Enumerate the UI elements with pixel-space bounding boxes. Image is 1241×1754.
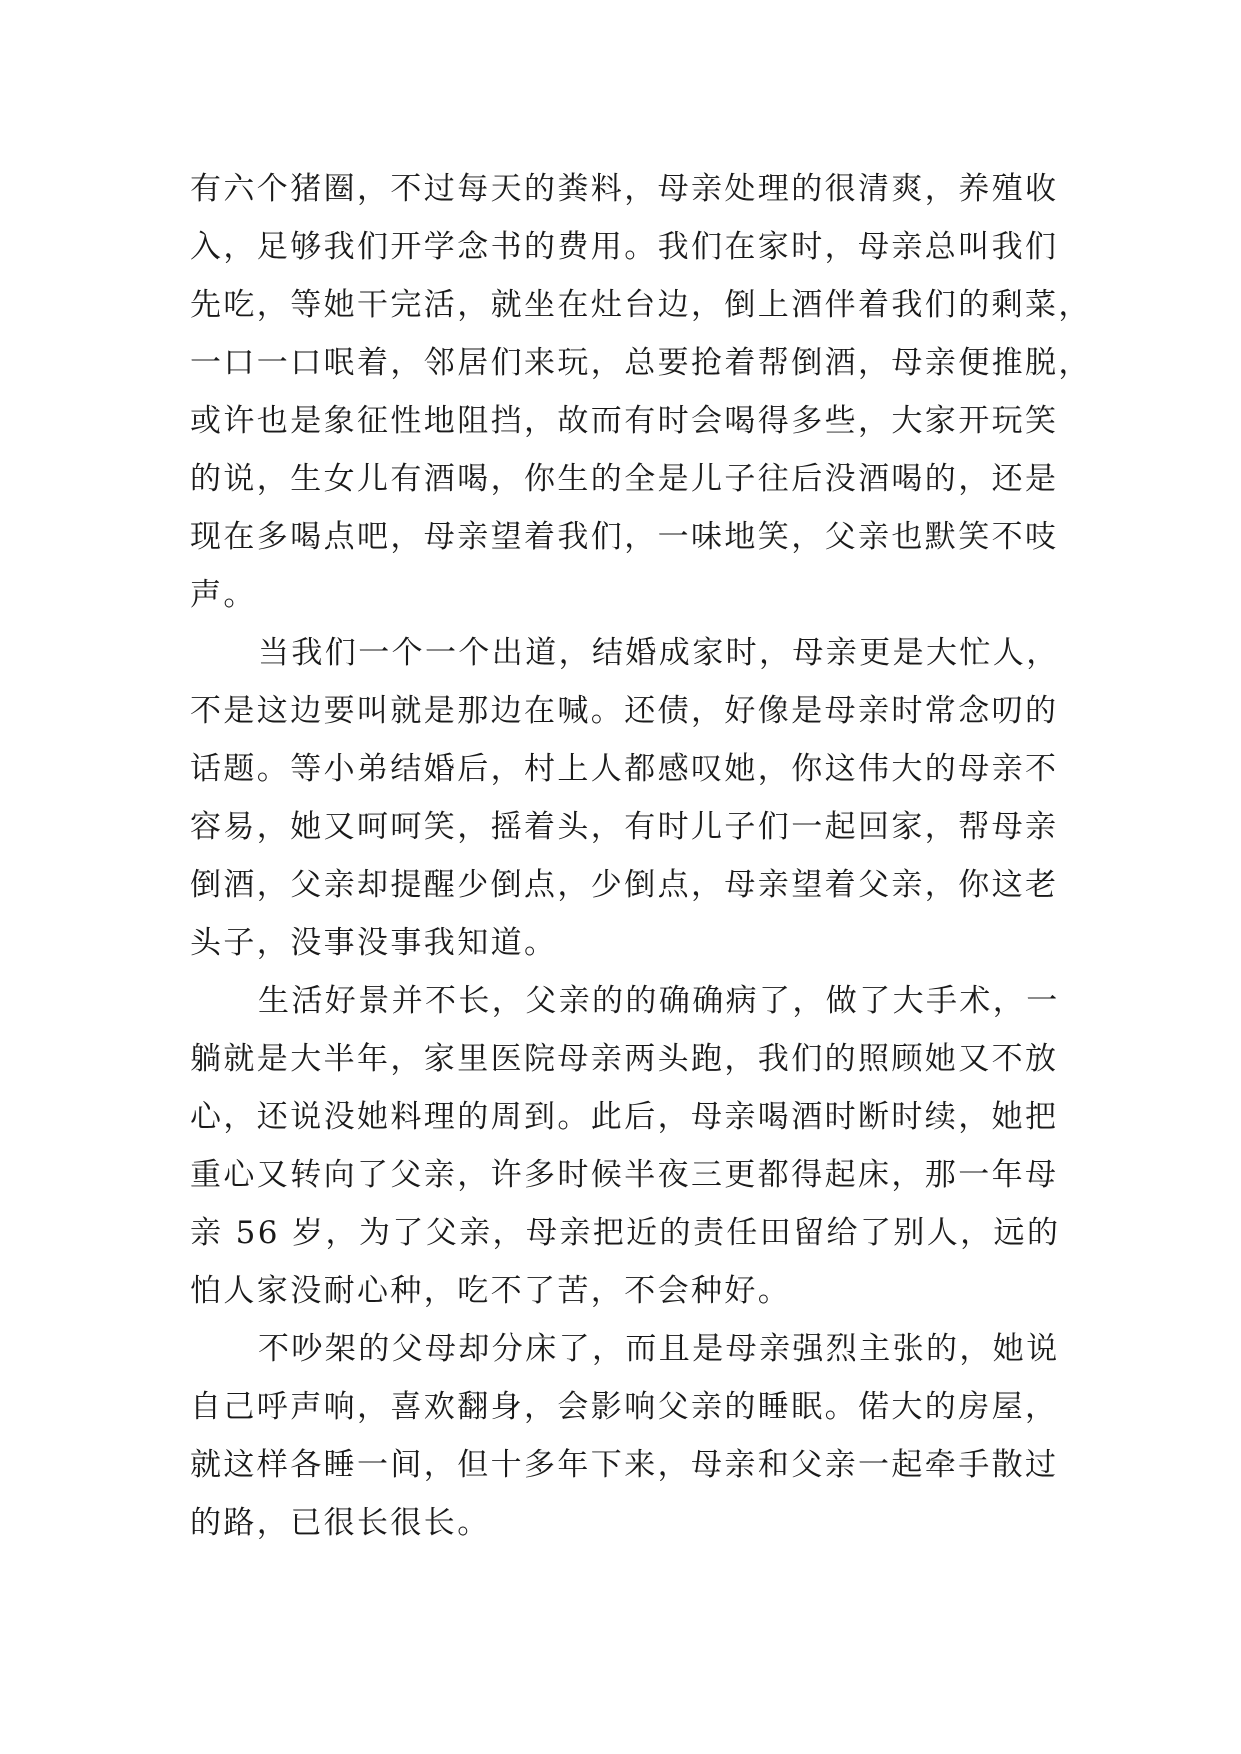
text-line: 亲 56 岁，为了父亲，母亲把近的责任田留给了别人，远的 [190, 1215, 1061, 1251]
text-line: 或许也是象征性地阻挡，故而有时会喝得多些，大家开玩笑 [190, 403, 1059, 439]
paragraph-2 [190, 624, 1060, 972]
document-body [190, 160, 1092, 1552]
text-line: 倒酒，父亲却提醒少倒点，少倒点，母亲望着父亲，你这老 [190, 867, 1059, 903]
text-line: 就这样各睡一间，但十多年下来，母亲和父亲一起牵手散过 [190, 1447, 1059, 1483]
text-line: 一口一口呡着，邻居们来玩，总要抢着帮倒酒，母亲便推脱， [190, 345, 1092, 381]
text-line: 躺就是大半年，家里医院母亲两头跑，我们的照顾她又不放 [190, 1041, 1059, 1077]
text-line: 自己呼声响，喜欢翻身，会影响父亲的睡眠。偌大的房屋， [190, 1389, 1059, 1425]
text-line: 容易，她又呵呵笑，摇着头，有时儿子们一起回家，帮母亲 [190, 809, 1059, 845]
text-line: 重心又转向了父亲，许多时候半夜三更都得起床，那一年母 [190, 1157, 1059, 1193]
text-line: 声。 [190, 577, 257, 613]
text-line: 心，还说没她料理的周到。此后，母亲喝酒时断时续，她把 [190, 1099, 1059, 1135]
text-line: 不是这边要叫就是那边在喊。还债，好像是母亲时常念叨的 [190, 693, 1059, 729]
text-line: 的说，生女儿有酒喝，你生的全是儿子往后没酒喝的，还是 [190, 461, 1059, 497]
text-line: 头子，没事没事我知道。 [190, 925, 558, 961]
text-line: 生活好景并不长，父亲的的确确病了，做了大手术，一 [258, 983, 1060, 1019]
text-line: 怕人家没耐心种，吃不了苦，不会种好。 [190, 1273, 792, 1309]
paragraph-4 [190, 1320, 1060, 1552]
text-line: 不吵架的父母却分床了，而且是母亲强烈主张的，她说 [258, 1331, 1060, 1367]
text-line: 当我们一个一个出道，结婚成家时，母亲更是大忙人， [258, 635, 1060, 671]
paragraph-3 [190, 972, 1060, 1320]
text-line: 先吃，等她干完活，就坐在灶台边，倒上酒伴着我们的剩菜， [190, 287, 1092, 323]
paragraph-1 [190, 160, 1092, 624]
text-line: 有六个猪圈，不过每天的粪料，母亲处理的很清爽，养殖收 [190, 171, 1059, 207]
text-line: 入，足够我们开学念书的费用。我们在家时，母亲总叫我们 [190, 229, 1059, 265]
text-line: 话题。等小弟结婚后，村上人都感叹她，你这伟大的母亲不 [190, 751, 1059, 787]
text-line: 的路，已很长很长。 [190, 1505, 491, 1541]
text-line: 现在多喝点吧，母亲望着我们，一味地笑，父亲也默笑不吱 [190, 519, 1059, 555]
